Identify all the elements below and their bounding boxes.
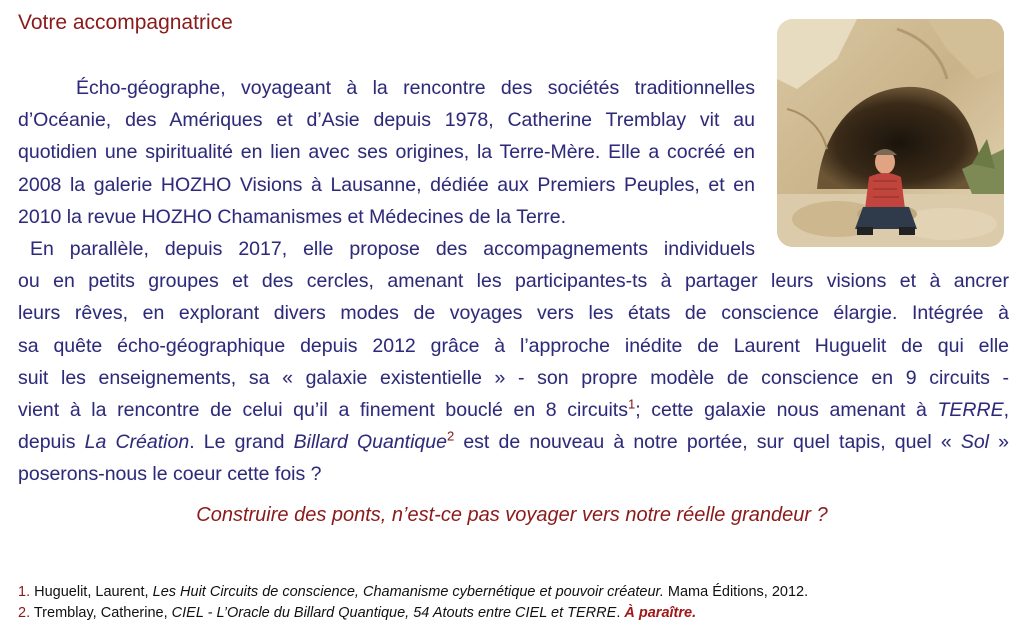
activities-line: leurs rêves, en explorant divers modes de voyages vers les états de conscience élargie. Intégrée à xyxy=(18,302,1009,325)
activities-line xyxy=(18,426,1009,458)
intro-line: 2008 la galerie HOZHO Visions à Lausanne, dédiée aux Premiers Peuples, et en xyxy=(18,173,755,196)
text-run: vient à la rencontre de celui qu’il a finement bouclé en 8 circuits xyxy=(18,399,628,422)
intro-line: quotidien une spiritualité en lien avec ses origines, la Terre-Mère. Elle a cocréé en xyxy=(18,141,755,164)
footnote-number: 1. xyxy=(18,584,31,600)
text-run: » xyxy=(989,431,1009,454)
intro-paragraph xyxy=(18,72,755,233)
footnote-title: CIEL - L’Oracle du Billard Quantique, 54 Atouts entre CIEL et TERRE xyxy=(171,605,617,621)
closing-quote: Construire des ponts, n’est-ce pas voyager vers notre réelle grandeur ? xyxy=(196,504,828,526)
intro-line: 2010 la revue HOZHO Chamanismes et Médecines de la Terre. xyxy=(18,205,567,228)
footnote-title: Les Huit Circuits de conscience, Chamanisme cybernétique et pouvoir créateur. xyxy=(152,584,664,600)
activities-line: ou en petits groupes et des cercles, amenant les participantes-ts à partager leurs visions et à ancrer xyxy=(18,270,1009,293)
creation-emphasis: La Création xyxy=(84,431,190,454)
activities-paragraph xyxy=(18,233,1009,491)
footnote-ref-1[interactable]: 1 xyxy=(627,396,636,412)
activities-line xyxy=(18,394,1009,426)
sol-emphasis: Sol xyxy=(960,431,989,454)
activities-line: sa quête écho-géographique depuis 2012 grâce à l’approche inédite de Laurent Huguelit de qui elle xyxy=(18,334,1009,357)
text-run: est de nouveau à notre portée, sur quel tapis, quel « xyxy=(454,431,961,454)
footnote-text: Mama Éditions, 2012. xyxy=(663,584,809,600)
footnote-1 xyxy=(18,582,808,603)
intro-line: Écho-géographe, voyageant à la rencontre des sociétés traditionnelles xyxy=(76,77,755,99)
footnote-text: Huguelit, Laurent, xyxy=(30,584,153,600)
activities-line: En parallèle, depuis 2017, elle propose des accompagnements individuels xyxy=(30,238,755,260)
text-run: , xyxy=(1003,399,1009,422)
forthcoming-label: À paraître. xyxy=(624,605,697,621)
footnote-2 xyxy=(18,603,808,624)
footnote-text: . xyxy=(616,605,625,621)
activities-line: suit les enseignements, sa « galaxie existentielle » - son propre modèle de conscience en 9 circuits - xyxy=(18,366,1009,389)
portrait-photo xyxy=(777,19,1004,247)
footnote-ref-2[interactable]: 2 xyxy=(446,428,455,444)
billard-emphasis: Billard Quantique xyxy=(293,431,447,454)
cave-photo-graphic xyxy=(777,19,1004,247)
terre-emphasis: TERRE xyxy=(937,399,1004,422)
footnote-number: 2. xyxy=(18,605,31,621)
footnotes xyxy=(18,582,808,624)
footnote-text: Tremblay, Catherine, xyxy=(30,605,172,621)
intro-line: d’Océanie, des Amériques et d’Asie depuis 1978, Catherine Tremblay vit au xyxy=(18,109,755,132)
text-run: ; cette galaxie nous amenant à xyxy=(635,399,938,422)
page-title: Votre accompagnatrice xyxy=(18,11,233,34)
text-run: . Le grand xyxy=(189,431,294,454)
text-run: depuis xyxy=(18,431,85,454)
activities-line: poserons-nous le coeur cette fois ? xyxy=(18,463,322,486)
